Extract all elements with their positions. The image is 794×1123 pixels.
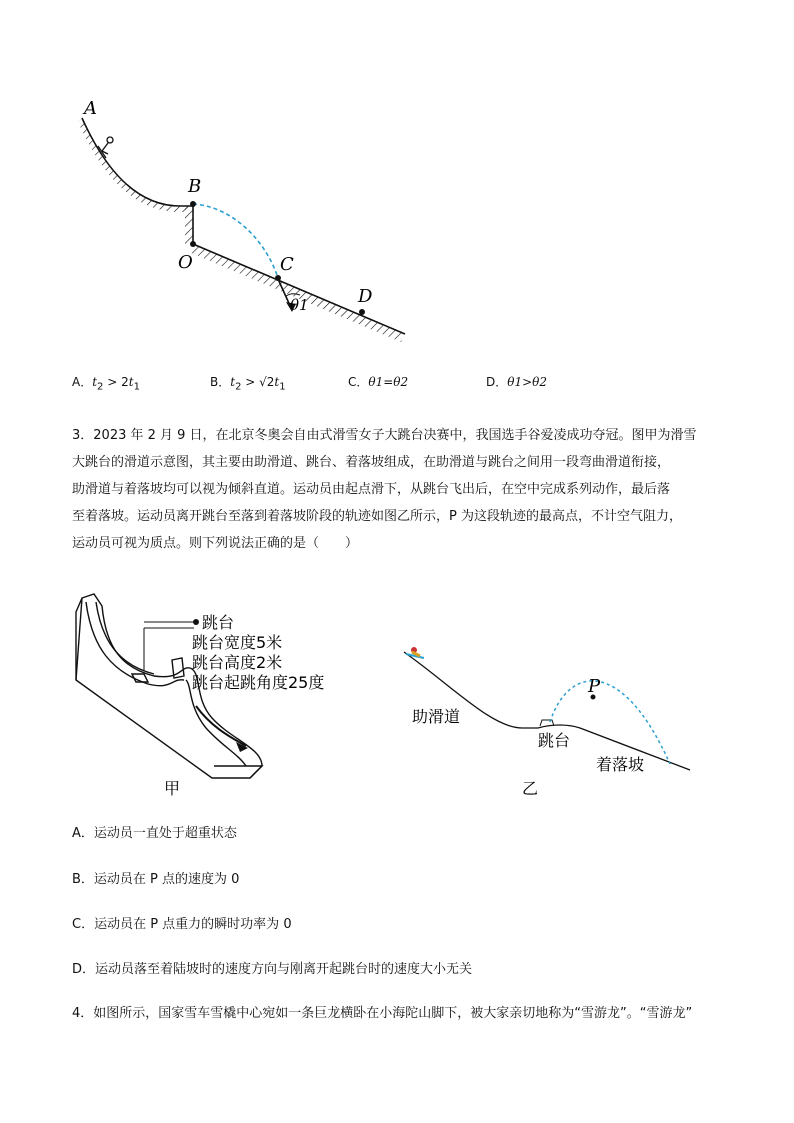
- q3-choice-a[interactable]: A．运动员一直处于超重状态: [72, 826, 237, 841]
- q3-line: 3．2023 年 2 月 9 日，在北京冬奥会自由式滑雪女子大跳台决赛中，我国选手谷爱凌成功夺冠。图甲为滑雪: [72, 428, 697, 443]
- label-theta: θ1: [290, 296, 309, 314]
- callout-height: 跳台高度2米: [192, 653, 283, 672]
- q3-line: 大跳台的滑道示意图，其主要由助滑道、跳台、着落坡组成，在助滑道与跳台之间用一段弯曲滑道衔接，: [72, 455, 671, 470]
- flight-trajectory: [550, 681, 670, 764]
- question-3-stem: [72, 422, 732, 557]
- skier-icon: [406, 647, 424, 658]
- option-b[interactable]: B．$t_2 > √2t_1$: [210, 375, 286, 393]
- q3-choice-c[interactable]: C．运动员在 P 点重力的瞬时功率为 0: [72, 917, 292, 932]
- q3-line: 助滑道与着落坡均可以视为倾斜直道。运动员由起点滑下，从跳台飞出后，在空中完成系列动作，最后落: [72, 482, 671, 497]
- trajectory-diagram: [392, 636, 702, 796]
- q3-line: 至着落坡。运动员离开跳台至落到着落坡阶段的轨迹如图乙所示，P 为这段轨迹的最高点，不计空气阻力，: [72, 509, 682, 524]
- label-C: C: [280, 254, 294, 275]
- option-a[interactable]: A．$t_2 > 2t_1$: [72, 375, 140, 393]
- label-slope: 着落坡: [596, 755, 645, 774]
- q3-choice-d[interactable]: D．运动员落至着陆坡时的速度方向与刚离开起跳台时的速度大小无关: [72, 962, 473, 977]
- option-c[interactable]: C．θ1=θ2: [348, 375, 409, 389]
- label-A: A: [84, 98, 97, 119]
- caption-jia: 甲: [164, 779, 181, 798]
- callout-width: 跳台宽度5米: [192, 633, 283, 652]
- callout-angle: 跳台起跳角度25度: [192, 673, 325, 692]
- q3-choice-b[interactable]: B．运动员在 P 点的速度为 0: [72, 872, 240, 887]
- ski-jump-3d-diagram: [62, 588, 362, 798]
- label-P: P: [588, 676, 601, 697]
- label-O: O: [178, 252, 193, 273]
- label-B: B: [188, 176, 202, 197]
- q3-line: 运动员可视为质点。则下列说法正确的是（ ）: [72, 536, 359, 551]
- label-platform: 跳台: [538, 731, 571, 750]
- q2-options: [72, 373, 752, 395]
- label-runway: 助滑道: [412, 707, 461, 726]
- label-D: D: [358, 286, 373, 307]
- question-4-stem: 4．如图所示，国家雪车雪橇中心宛如一条巨龙横卧在小海陀山脚下，被大家亲切地称为“雪游龙”。“雪游龙”: [72, 1006, 693, 1021]
- caption-yi: 乙: [522, 779, 539, 796]
- slope-diagram: [60, 88, 420, 358]
- option-d[interactable]: D．θ1>θ2: [486, 375, 548, 389]
- callout-platform: 跳台: [202, 613, 235, 632]
